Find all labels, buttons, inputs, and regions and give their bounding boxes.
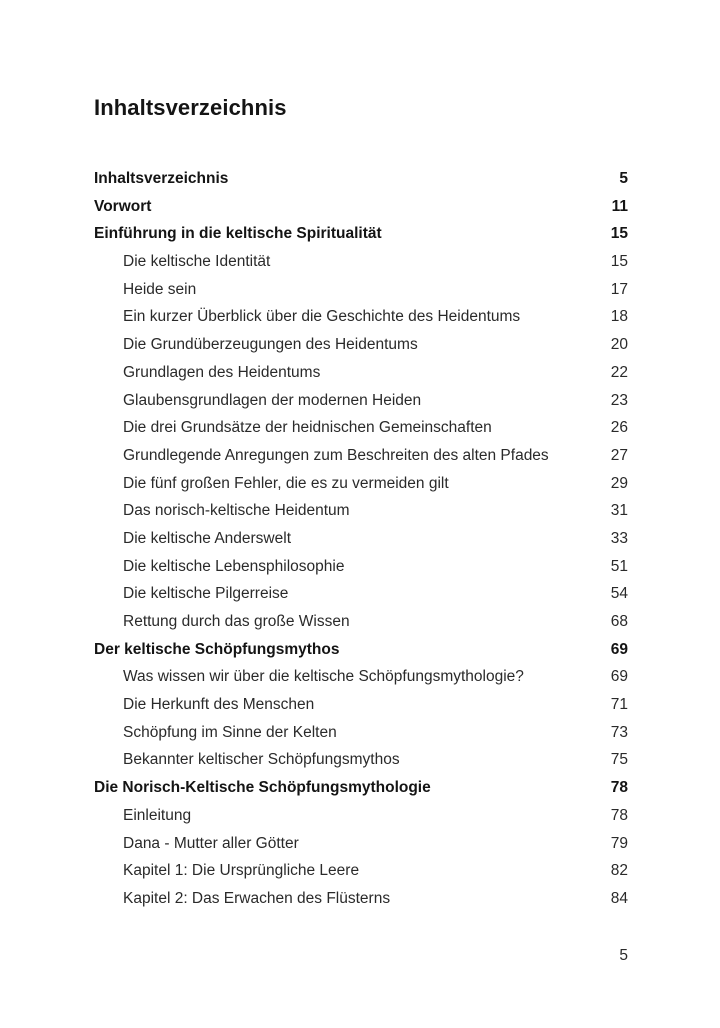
toc-section-entry[interactable] — [94, 857, 628, 885]
toc-chapter-entry[interactable] — [94, 220, 628, 248]
toc-entry-title[interactable]: Die Grundüberzeugungen des Heidentums — [123, 336, 418, 354]
toc-entry-page-number: 26 — [610, 419, 628, 437]
toc-section-entry[interactable] — [94, 442, 628, 470]
toc-entry-page-number: 17 — [610, 280, 628, 298]
toc-chapter-entry[interactable] — [94, 193, 628, 221]
toc-section-entry[interactable] — [94, 663, 628, 691]
toc-entry-title[interactable]: Das norisch-keltische Heidentum — [123, 502, 350, 520]
toc-entry-page-number: 31 — [610, 502, 628, 520]
toc-chapter-entry[interactable] — [94, 774, 628, 802]
toc-entry-title[interactable]: Die Herkunft des Menschen — [123, 696, 315, 714]
toc-entry-title[interactable]: Die keltische Anderswelt — [123, 529, 291, 547]
toc-section-entry[interactable] — [94, 691, 628, 719]
toc-chapter-entry[interactable] — [94, 636, 628, 664]
toc-entry-title[interactable]: Grundlegende Anregungen zum Beschreiten des alten Pfades — [123, 446, 549, 464]
page-number: 5 — [619, 947, 628, 964]
toc-section-entry[interactable] — [94, 830, 628, 858]
toc-section-entry[interactable] — [94, 802, 628, 830]
toc-entry-title[interactable]: Die keltische Pilgerreise — [123, 585, 289, 603]
toc-entry-page-number: 23 — [610, 391, 628, 409]
toc-entry-page-number: 15 — [610, 253, 628, 271]
toc-entry-page-number: 78 — [610, 806, 628, 824]
toc-section-entry[interactable] — [94, 387, 628, 415]
toc-entry-page-number: 68 — [610, 613, 628, 630]
toc-section-entry[interactable] — [94, 276, 628, 304]
toc-entry-title[interactable]: Kapitel 1: Die Ursprüngliche Leere — [123, 862, 360, 880]
toc-entry-title[interactable]: Die fünf großen Fehler, die es zu vermeiden gilt — [123, 474, 449, 492]
toc-entry-title[interactable]: Der keltische Schöpfungsmythos — [94, 640, 340, 658]
toc-entry-page-number: 11 — [611, 197, 628, 215]
toc-entry-title[interactable]: Kapitel 2: Das Erwachen des Flüsterns — [123, 889, 391, 907]
toc-section-entry[interactable] — [94, 331, 628, 359]
toc-entry-page-number: 29 — [610, 474, 628, 492]
toc-section-entry[interactable] — [94, 303, 628, 331]
toc-entry-page-number: 51 — [610, 557, 628, 575]
toc-entry-title[interactable]: Die keltische Lebensphilosophie — [123, 557, 345, 575]
toc-entry-title[interactable]: Grundlagen des Heidentums — [123, 363, 321, 381]
toc-section-entry[interactable] — [94, 553, 628, 581]
toc-chapter-entry[interactable] — [94, 165, 628, 193]
toc-entry-title[interactable]: Einführung in die keltische Spiritualität — [94, 225, 382, 243]
toc-entry-page-number: 69 — [610, 668, 628, 686]
toc-entry-page-number: 20 — [610, 336, 628, 354]
toc-entry-page-number: 69 — [610, 640, 628, 658]
toc-entry-title[interactable]: Ein kurzer Überblick über die Geschichte des Heidentums — [123, 308, 521, 326]
toc-entry-title[interactable]: Glaubensgrundlagen der modernen Heiden — [123, 391, 422, 409]
toc-section-entry[interactable] — [94, 525, 628, 553]
toc-entry-page-number: 15 — [610, 225, 628, 243]
toc-entry-title[interactable]: Heide sein — [123, 280, 197, 298]
toc-entry-title[interactable]: Dana - Mutter aller Götter — [123, 834, 299, 852]
toc-section-entry[interactable] — [94, 359, 628, 387]
toc-section-entry[interactable] — [94, 497, 628, 525]
toc-section-entry[interactable] — [94, 885, 628, 913]
toc-entry-page-number: 78 — [610, 779, 628, 797]
toc-entry-page-number: 75 — [610, 751, 628, 769]
page-title: Inhaltsverzeichnis — [94, 95, 287, 120]
toc-section-entry[interactable] — [94, 719, 628, 747]
toc-entry-title[interactable]: Vorwort — [94, 197, 152, 215]
toc-entry-title[interactable]: Was wissen wir über die keltische Schöpfungsmythologie? — [123, 668, 524, 686]
toc-section-entry[interactable] — [94, 470, 628, 498]
toc-entry-page-number: 84 — [610, 889, 628, 907]
toc-entry-title[interactable]: Die drei Grundsätze der heidnischen Gemeinschaften — [123, 419, 492, 437]
toc-entry-title[interactable]: Einleitung — [123, 806, 192, 824]
toc-entry-title[interactable]: Schöpfung im Sinne der Kelten — [123, 723, 337, 741]
toc-entry-page-number: 33 — [610, 529, 628, 547]
toc-entry-page-number: 5 — [619, 170, 628, 187]
toc-entry-title[interactable]: Rettung durch das große Wissen — [123, 613, 350, 630]
toc-entry-page-number: 73 — [610, 723, 628, 741]
toc-entry-title[interactable]: Die keltische Identität — [123, 253, 271, 271]
toc-section-entry[interactable] — [94, 608, 628, 636]
toc-entry-title[interactable]: Die Norisch-Keltische Schöpfungsmythologie — [94, 779, 431, 797]
toc-section-entry[interactable] — [94, 746, 628, 774]
toc-entry-title[interactable]: Bekannter keltischer Schöpfungsmythos — [123, 751, 400, 769]
toc-entry-page-number: 27 — [610, 446, 628, 464]
toc-entry-page-number: 22 — [610, 363, 628, 381]
toc-section-entry[interactable] — [94, 414, 628, 442]
toc-entry-page-number: 79 — [610, 834, 628, 852]
table-of-contents — [94, 165, 628, 913]
toc-entry-page-number: 18 — [610, 308, 628, 326]
toc-entry-page-number: 82 — [610, 862, 628, 880]
toc-entry-title[interactable]: Inhaltsverzeichnis — [94, 170, 229, 187]
toc-section-entry[interactable] — [94, 248, 628, 276]
toc-section-entry[interactable] — [94, 580, 628, 608]
toc-entry-page-number: 71 — [610, 696, 628, 714]
toc-entry-page-number: 54 — [610, 585, 628, 603]
